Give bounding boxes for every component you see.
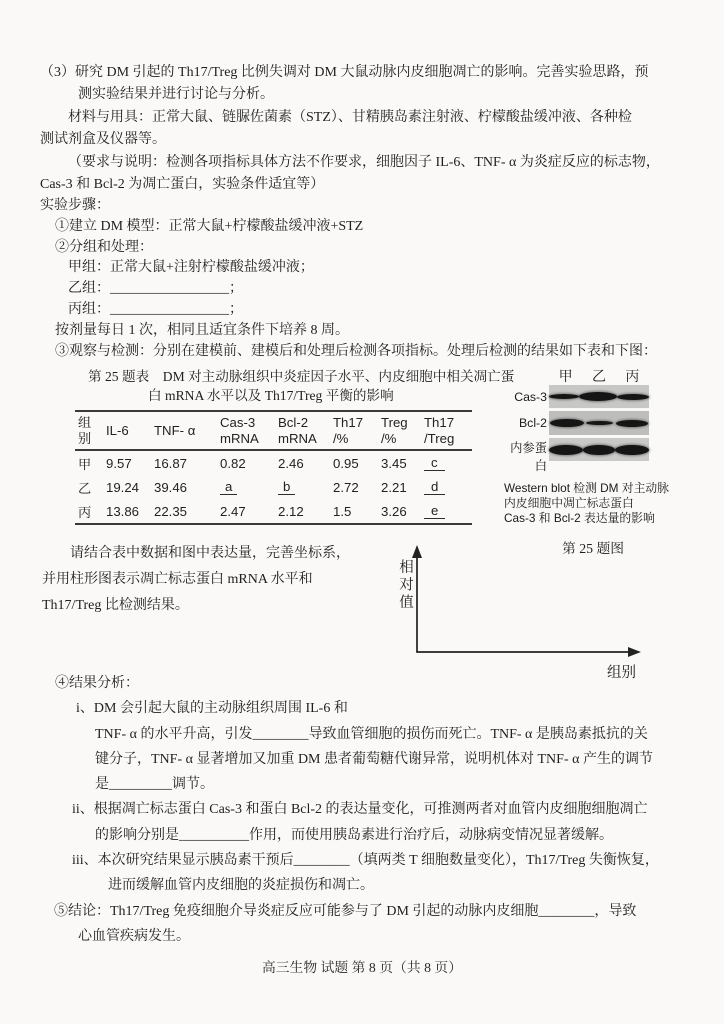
cell: 13.86 <box>106 503 140 519</box>
materials-line: 材料与用具：正常大鼠、链脲佐菌素（STZ）、甘精胰岛素注射液、柠檬酸盐缓冲液、各种检 <box>68 109 632 125</box>
step-grouping: ②分组和处理： <box>55 239 153 255</box>
table-row <box>75 475 472 499</box>
intro-line: （3）研究 DM 引起的 Th17/Treg 比例失调对 DM 大鼠动脉内皮细胞凋亡的影响。完善实验思路，预 <box>40 65 649 80</box>
cell: 2.21 <box>381 479 407 495</box>
conclusion-line: 心血管疾病发生。 <box>78 928 190 944</box>
cell: 9.57 <box>106 455 132 471</box>
cell-blank-d: d <box>421 475 472 499</box>
analysis-item-iii-line: 进而缓解血管内皮细胞的炎症损伤和凋亡。 <box>108 878 374 894</box>
cell: 19.24 <box>106 479 140 495</box>
cell: 1.5 <box>333 503 352 519</box>
table-title: 第 25 题表 DM 对主动脉组织中炎症因子水平、内皮细胞中相关凋亡蛋 <box>88 369 515 384</box>
cell-blank-b: b <box>275 475 330 499</box>
cell-blank-a: a <box>217 475 275 499</box>
data-table <box>75 410 472 525</box>
intro-line: 测实验结果并进行讨论与分析。 <box>78 87 274 103</box>
protein-band <box>550 419 584 427</box>
cell: 0.82 <box>220 455 246 471</box>
table-title: 白 mRNA 水平以及 Th17/Treg 平衡的影响 <box>148 388 394 403</box>
lane-label: 丙 <box>625 370 640 385</box>
table-block <box>75 367 515 525</box>
protein-band <box>617 394 649 400</box>
cell: 3.26 <box>381 503 407 519</box>
cell: 39.46 <box>154 479 188 495</box>
step-build-model: ①建立 DM 模型：正常大鼠+柠檬酸盐缓冲液+STZ <box>55 218 364 234</box>
blot-row-bcl2 <box>498 411 700 435</box>
header-cell-cas3: Cas-3 mRNA <box>217 411 275 450</box>
protein-band <box>583 445 616 455</box>
protein-band <box>586 421 613 425</box>
cell: 16.87 <box>154 455 188 471</box>
blot-protein-label: 内参蛋白 <box>510 441 547 473</box>
blot-protein-label: Cas-3 <box>514 389 547 404</box>
group-bing-blank-line: 丙组：_________________； <box>68 301 243 317</box>
gel-strip <box>549 438 649 461</box>
gel-strip <box>549 411 649 435</box>
analysis-heading: ④结果分析： <box>55 676 139 691</box>
analysis-item-i: i、DM 会引起大鼠的主动脉组织周围 IL-6 和 <box>76 701 348 717</box>
blot-row-cas3 <box>498 385 700 408</box>
protein-band <box>579 392 617 401</box>
blot-caption: Western blot 检测 DM 对主动脉 内皮细胞中凋亡标志蛋白 Cas-3 和 Bcl-2 表达量的影响 <box>504 481 669 525</box>
header-cell-th17: Th17 /% <box>330 411 378 450</box>
materials-line: 测试剂盒及仪器等。 <box>40 132 166 148</box>
requirements-line: （要求与说明：检测各项指标具体方法不作要求，细胞因子 IL-6、TNF- α 为炎症反应的标志物， <box>68 154 660 170</box>
protein-band <box>549 445 583 455</box>
y-axis-label: 相对值 <box>397 559 413 612</box>
analysis-item-ii-line: 的影响分别是__________作用，而使用胰岛素进行治疗后，动脉病变情况显著缓解。 <box>95 827 613 843</box>
header-cell-treg: Treg /% <box>378 411 421 450</box>
table-row <box>75 499 472 524</box>
cell-blank-c: c <box>421 450 472 475</box>
header-cell-ratio: Th17 /Treg <box>421 411 472 450</box>
cell: 2.47 <box>220 503 246 519</box>
dosage-line: 按剂量每日 1 次，相同且适宜条件下培养 8 周。 <box>55 322 349 338</box>
header-cell-il6: IL-6 <box>103 411 151 450</box>
cell: 2.72 <box>333 479 359 495</box>
header-cell-bcl2: Bcl-2 mRNA <box>275 411 330 450</box>
cell-blank-e: e <box>421 499 472 524</box>
steps-heading: 实验步骤： <box>40 198 110 213</box>
lane-label: 乙 <box>591 370 606 385</box>
results-analysis <box>40 671 695 949</box>
cell: 2.46 <box>278 455 304 471</box>
coordinate-instruction: 请结合表中数据和图中表达量，完善坐标系， 并用柱形图表示凋亡标志蛋白 mRNA 水平和 Th17/Treg 比检测结果。 <box>42 546 350 613</box>
analysis-item-iii: iii、本次研究结果显示胰岛素干预后________（填两类 T 细胞数量变化），Th17/Treg 失衡恢复， <box>72 853 659 869</box>
blot-row-loading-control <box>498 438 700 474</box>
requirements-line: Cas-3 和 Bcl-2 为凋亡蛋白，实验条件适宜等） <box>40 177 325 193</box>
lane-label: 甲 <box>558 370 573 385</box>
analysis-item-ii: ii、根据凋亡标志蛋白 Cas-3 和蛋白 Bcl-2 的表达量变化，可推测两者对血管内皮细胞细胞凋亡 <box>72 802 648 818</box>
cell: 3.45 <box>381 455 407 471</box>
figure-label: 第 25 题图 <box>561 541 625 556</box>
header-cell-tnf: TNF- α <box>151 411 217 450</box>
table-row <box>75 450 472 475</box>
page-footer: 高三生物 试题 第 8 页（共 8 页） <box>261 960 463 975</box>
cell: 2.12 <box>278 503 304 519</box>
gel-strip <box>549 385 649 408</box>
protein-band <box>616 420 648 427</box>
analysis-item-i-line: 是_________调节。 <box>95 777 214 793</box>
group-jia-line: 甲组：正常大鼠+注射柠檬酸盐缓冲液； <box>68 260 314 276</box>
step-observe-detect: ③观察与检测：分别在建模前、建模后和处理后检测各项指标。处理后检测的结果如下表和下图： <box>55 343 657 359</box>
cell: 乙 <box>78 480 92 496</box>
table-header-row <box>75 411 472 450</box>
blot-protein-label: Bcl-2 <box>518 416 547 430</box>
group-yi-blank-line: 乙组：_________________； <box>68 281 243 297</box>
experiment-steps <box>40 196 695 362</box>
cell: 22.35 <box>154 503 188 519</box>
cell: 0.95 <box>333 455 359 471</box>
blot-lane-labels <box>549 366 649 385</box>
analysis-item-i-line: TNF- α 的水平升高，引发________导致血管细胞的损伤而死亡。TNF- α 是胰岛素抵抗的关 <box>95 726 648 742</box>
question-3-intro <box>40 62 695 196</box>
header-cell-group: 组 别 <box>75 411 103 450</box>
cell: 甲 <box>78 456 92 472</box>
x-axis-label: 组别 <box>607 665 636 681</box>
analysis-item-i-line: 键分子，TNF- α 显著增加又加重 DM 患者葡萄糖代谢异常，说明机体对 TNF- α 产生的调节 <box>95 751 653 767</box>
western-blot-figure <box>498 366 700 557</box>
cell: 丙 <box>78 504 92 520</box>
protein-band <box>615 445 649 455</box>
conclusion-line: ⑤结论：Th17/Treg 免疫细胞介导炎症反应可能参与了 DM 引起的动脉内皮细胞________，导致 <box>54 903 637 919</box>
protein-band <box>549 394 579 399</box>
